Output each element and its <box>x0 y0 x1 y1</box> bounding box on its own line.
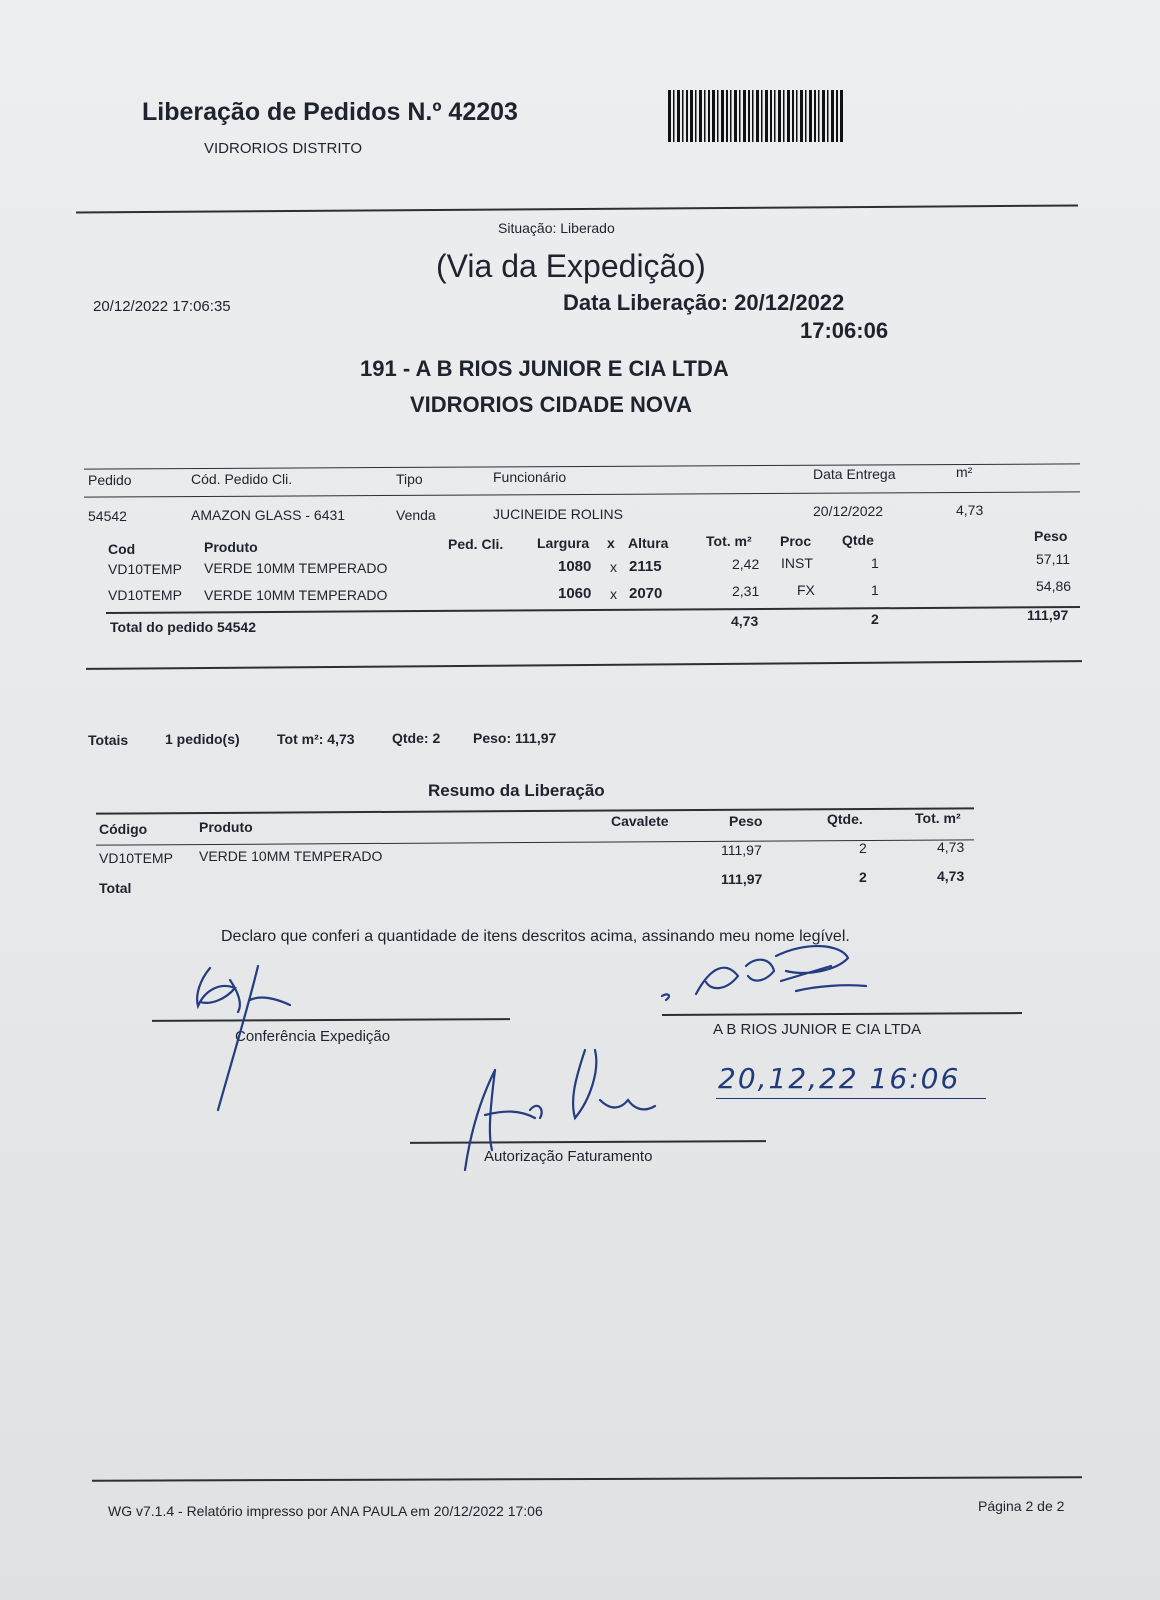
signature-faturamento-scribble <box>450 1040 660 1180</box>
item-row-2-proc: FX <box>797 582 815 598</box>
order-cod-pedido-cli-value: AMAZON GLASS - 6431 <box>191 507 346 523</box>
order-funcionario-value: JUCINEIDE ROLINS <box>493 506 623 522</box>
item-row-2-cod: VD10TEMP <box>108 587 182 603</box>
item-row-1-cod: VD10TEMP <box>108 561 182 577</box>
items-col-qtde: Qtde <box>842 532 874 548</box>
item-row-1-produto: VERDE 10MM TEMPERADO <box>204 560 388 576</box>
footer-rule <box>92 1476 1082 1481</box>
item-row-2-qtde: 1 <box>871 582 879 598</box>
resumo-total-tot-m2: 4,73 <box>937 868 965 884</box>
item-row-2-produto: VERDE 10MM TEMPERADO <box>204 587 388 603</box>
signature-label-cliente: A B RIOS JUNIOR E CIA LTDA <box>713 1021 922 1038</box>
totals-tot-m2: Tot m²: 4,73 <box>277 731 355 747</box>
resumo-col-tot-m2: Tot. m² <box>915 810 961 826</box>
release-time: 17:06:06 <box>800 318 889 343</box>
order-total-qtde: 2 <box>871 611 879 627</box>
declaration-text: Declaro que conferi a quantidade de itens descritos acima, assinando meu nome legível. <box>221 928 850 945</box>
resumo-title: Resumo da Liberação <box>428 781 605 800</box>
items-col-altura: Altura <box>628 535 669 551</box>
footer-printed-by: WG v7.1.4 - Relatório impresso por ANA PAULA em 20/12/2022 17:06 <box>108 1503 543 1519</box>
col-funcionario: Funcionário <box>493 469 567 485</box>
item-row-1-peso: 57,11 <box>1036 551 1070 567</box>
resumo-col-produto: Produto <box>199 819 253 835</box>
item-row-2-tot-m2: 2,31 <box>732 583 760 599</box>
items-col-largura: Largura <box>537 535 590 551</box>
barcode-icon <box>668 90 848 142</box>
resumo-header-rule <box>96 839 974 845</box>
via-label: (Via da Expedição) <box>436 248 706 284</box>
item-row-1-tot-m2: 2,42 <box>732 556 760 572</box>
signature-cliente-scribble <box>656 936 876 1016</box>
totals-pedidos: 1 pedido(s) <box>165 731 240 747</box>
resumo-col-qtde: Qtde. <box>827 811 863 827</box>
client-name: 191 - A B RIOS JUNIOR E CIA LTDA <box>360 356 729 381</box>
totals-label: Totais <box>88 732 129 748</box>
items-col-peso: Peso <box>1034 528 1068 544</box>
footer-page-number: Página 2 de 2 <box>978 1498 1065 1514</box>
resumo-col-codigo: Código <box>99 821 148 837</box>
totals-qtde: Qtde: 2 <box>392 730 441 746</box>
items-col-ped-cli: Ped. Cli. <box>448 536 504 552</box>
order-m2-value: 4,73 <box>956 502 984 518</box>
item-row-2-altura: 2070 <box>629 585 663 602</box>
item-row-1-qtde: 1 <box>871 555 879 571</box>
order-total-peso: 111,97 <box>1027 607 1069 623</box>
col-tipo: Tipo <box>396 471 423 487</box>
signature-expedicao-scribble <box>180 960 330 1120</box>
status-situacao: Situação: Liberado <box>498 220 615 236</box>
order-data-entrega-value: 20/12/2022 <box>813 503 884 519</box>
order-table-header-rule <box>84 491 1080 497</box>
resumo-row-codigo: VD10TEMP <box>99 850 173 866</box>
items-col-cod: Cod <box>108 541 136 557</box>
order-total-label: Total do pedido 54542 <box>110 619 256 635</box>
resumo-row-tot-m2: 4,73 <box>937 839 965 855</box>
item-row-2-largura: 1060 <box>558 585 592 602</box>
resumo-col-cavalete: Cavalete <box>611 813 669 829</box>
resumo-total-peso: 111,97 <box>721 871 763 887</box>
col-data-entrega: Data Entrega <box>813 466 896 482</box>
resumo-row-qtde: 2 <box>859 840 867 856</box>
header-divider <box>76 205 1078 214</box>
resumo-col-peso: Peso <box>729 813 763 829</box>
signature-label-expedicao: Conferência Expedição <box>235 1028 391 1045</box>
document-title: Liberação de Pedidos N.º 42203 <box>142 98 518 126</box>
resumo-row-produto: VERDE 10MM TEMPERADO <box>199 848 383 864</box>
handwritten-datetime: 20,12,22 16:06 <box>718 1062 961 1095</box>
resumo-total-label: Total <box>99 880 132 896</box>
signature-label-faturamento: Autorização Faturamento <box>484 1148 653 1165</box>
item-row-1-x: x <box>610 559 617 575</box>
col-pedido: Pedido <box>88 472 132 488</box>
release-date: Data Liberação: 20/12/2022 <box>563 290 845 315</box>
order-pedido-value: 54542 <box>88 508 127 524</box>
col-cod-pedido-cli: Cód. Pedido Cli. <box>191 471 293 487</box>
resumo-total-qtde: 2 <box>859 869 867 885</box>
items-col-produto: Produto <box>204 539 258 555</box>
col-m2: m² <box>956 464 973 480</box>
items-col-tot-m2: Tot. m² <box>706 533 752 549</box>
item-row-1-proc: INST <box>781 555 813 571</box>
resumo-row-peso: 111,97 <box>721 842 762 858</box>
items-col-proc: Proc <box>780 533 812 549</box>
issuer-company: VIDRORIOS DISTRITO <box>204 140 363 157</box>
order-table-top-rule <box>84 463 1080 469</box>
printed-timestamp: 20/12/2022 17:06:35 <box>93 298 231 315</box>
handwritten-datetime-underline <box>716 1098 986 1099</box>
totals-peso: Peso: 111,97 <box>473 730 557 746</box>
item-row-2-x: x <box>610 586 617 602</box>
item-row-1-altura: 2115 <box>629 558 662 575</box>
item-row-1-largura: 1080 <box>558 558 592 575</box>
order-total-tot-m2: 4,73 <box>731 613 759 629</box>
items-col-x: x <box>607 535 615 551</box>
client-store: VIDRORIOS CIDADE NOVA <box>410 392 692 417</box>
item-row-2-peso: 54,86 <box>1036 578 1072 594</box>
items-total-rule <box>106 606 1080 614</box>
order-block-bottom-rule <box>86 660 1082 670</box>
order-tipo-value: Venda <box>396 507 436 523</box>
